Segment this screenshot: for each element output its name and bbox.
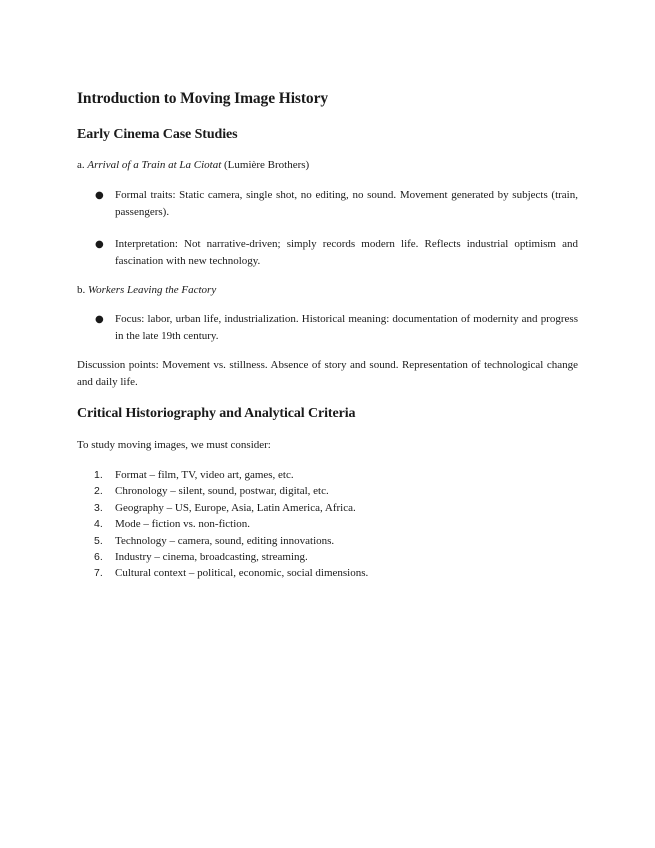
list-number: 7. <box>94 567 103 580</box>
case-a-prefix: a. <box>77 159 85 171</box>
list-number: 5. <box>94 534 103 547</box>
section-heading-historiography: Critical Historiography and Analytical Criteria <box>77 406 356 421</box>
list-item <box>77 565 578 581</box>
list-number: 3. <box>94 501 103 514</box>
criteria-list <box>77 467 578 582</box>
bullet-dot-icon: ● <box>95 190 104 201</box>
bullet-dot-icon: ● <box>95 239 104 250</box>
case-b-prefix: b. <box>77 284 86 296</box>
list-item-text: Mode – fiction vs. non-fiction. <box>115 518 251 531</box>
list-item <box>77 467 578 483</box>
list-item-text: Geography – US, Europe, Asia, Latin America, Africa. <box>115 501 356 514</box>
list-item <box>77 187 578 221</box>
page-title: Introduction to Moving Image History <box>77 90 328 107</box>
list-item <box>77 549 578 565</box>
list-number: 2. <box>94 485 103 498</box>
list-item <box>77 533 578 549</box>
list-item-text: Cultural context – political, economic, social dimensions. <box>115 567 369 580</box>
bullet-dot-icon: ● <box>95 314 104 325</box>
list-item <box>77 483 578 499</box>
section-heading-early-cinema: Early Cinema Case Studies <box>77 127 238 142</box>
list-number: 1. <box>94 469 103 481</box>
case-a-credit: (Lumière Brothers) <box>224 159 310 171</box>
list-item-text: Technology – camera, sound, editing innovations. <box>115 534 335 547</box>
case-b-film-title: Workers Leaving the Factory <box>88 284 217 296</box>
list-item <box>77 500 578 516</box>
list-item <box>77 516 578 532</box>
case-a-film-title: Arrival of a Train at La Ciotat <box>87 159 222 171</box>
case-study-b-title <box>77 282 578 299</box>
bullet-text: Focus: labor, urban life, industrialization. Historical meaning: documentation of modernity and progress in the late 19th century. <box>115 313 578 342</box>
list-item <box>77 236 578 270</box>
bullet-text: Interpretation: Not narrative-driven; simply records modern life. Reflects industrial optimism and fascination with new technology. <box>115 238 578 267</box>
list-item-text: Industry – cinema, broadcasting, streaming. <box>115 551 308 564</box>
list-item <box>77 311 578 345</box>
discussion-points: Discussion points: Movement vs. stillness. Absence of story and sound. Representation of technological change and daily life. <box>77 359 578 388</box>
list-number: 6. <box>94 551 103 564</box>
list-number: 4. <box>94 518 103 531</box>
list-item-text: Chronology – silent, sound, postwar, digital, etc. <box>115 485 329 498</box>
historiography-intro: To study moving images, we must consider: <box>77 439 271 451</box>
case-study-a-title <box>77 157 578 174</box>
bullet-text: Formal traits: Static camera, single shot, no editing, no sound. Movement generated by subjects (train, passengers). <box>115 189 578 218</box>
list-item-text: Format – film, TV, video art, games, etc. <box>115 469 294 481</box>
